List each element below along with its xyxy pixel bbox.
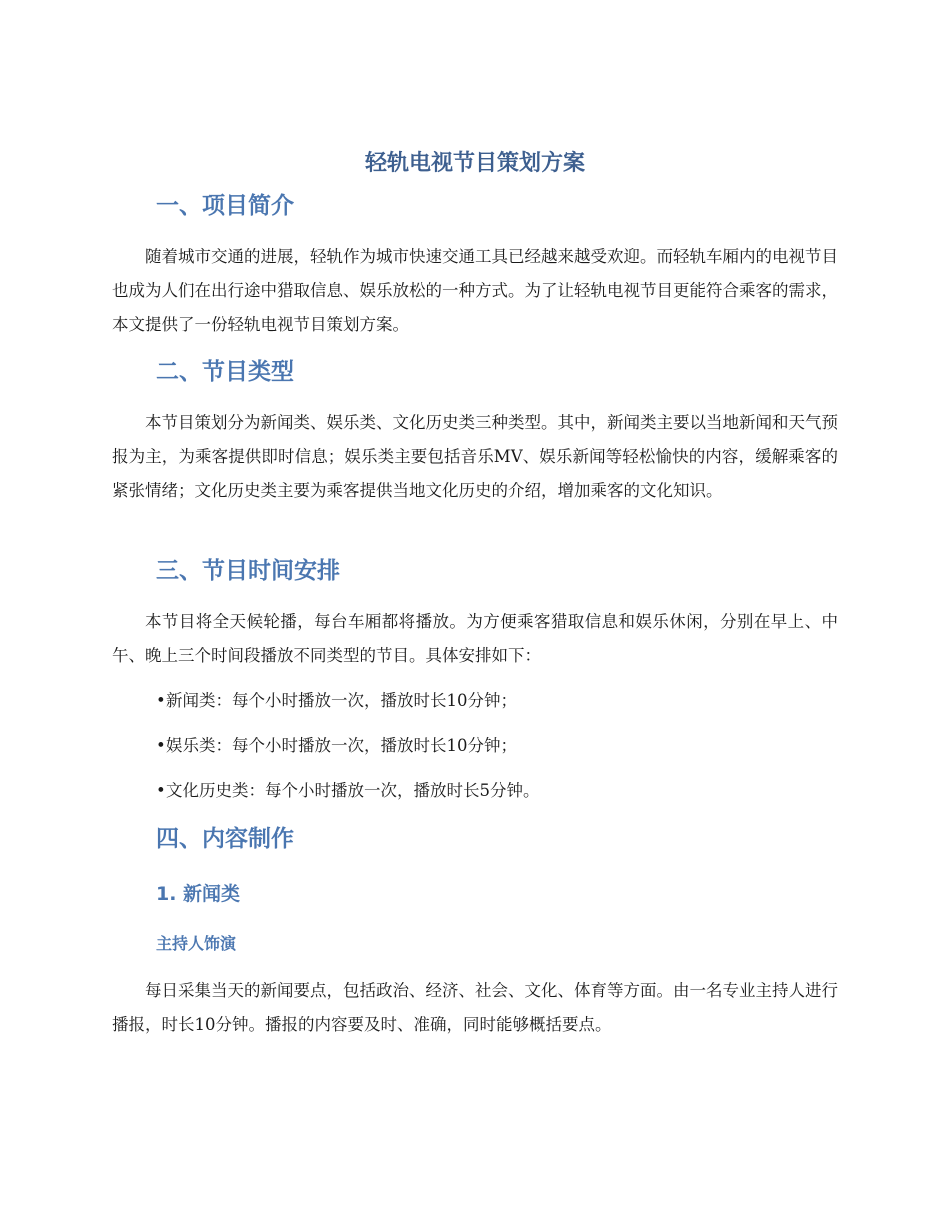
section-heading-types: 二、节目类型 <box>156 359 294 385</box>
document-title: 轻轨电视节目策划方案 <box>364 151 585 176</box>
subsubsection-heading-host: 主持人饰演 <box>156 934 237 953</box>
subsection-heading-news: 1. 新闻类 <box>156 883 241 905</box>
section-paragraph-types: 本节目策划分为新闻类、娱乐类、文化历史类三种类型。其中，新闻类主要以当地新闻和天气预报为主，为乘客提供即时信息；娱乐类主要包括音乐MV、娱乐新闻等轻松愉快的内容，缓解乘客的紧张情绪；文化历史类主要为乘客提供当地文化历史的介绍，增加乘客的文化知识。 <box>112 413 838 500</box>
section-paragraph-intro: 随着城市交通的进展，轻轨作为城市快速交通工具已经越来越受欢迎。而轻轨车厢内的电视节目也成为人们在出行途中猎取信息、娱乐放松的一种方式。为了让轻轨电视节目更能符合乘客的需求，本文提供了一份轻轨电视节目策划方案。 <box>112 247 838 334</box>
section-heading-schedule: 三、节目时间安排 <box>156 558 340 584</box>
list-item-text: 新闻类：每个小时播放一次，播放时长10分钟； <box>166 691 517 710</box>
list-item-text: 娱乐类：每个小时播放一次，播放时长10分钟； <box>166 736 517 755</box>
section-paragraph-schedule: 本节目将全天候轮播，每台车厢都将播放。为方便乘客猎取信息和娱乐休闲，分别在早上、中午、晚上三个时间段播放不同类型的节目。具体安排如下： <box>112 612 838 665</box>
list-item <box>156 732 517 760</box>
section-heading-intro: 一、项目简介 <box>156 193 294 219</box>
bullet-icon: • <box>156 691 166 710</box>
section-heading-production: 四、内容制作 <box>156 826 294 852</box>
section-paragraph-production: 每日采集当天的新闻要点，包括政治、经济、社会、文化、体育等方面。由一名专业主持人进行播报，时长10分钟。播报的内容要及时、准确，同时能够概括要点。 <box>112 981 838 1034</box>
bullet-icon: • <box>156 781 166 800</box>
bullet-icon: • <box>156 736 166 755</box>
list-item <box>156 687 517 715</box>
list-item <box>156 777 540 805</box>
list-item-text: 文化历史类：每个小时播放一次，播放时长5分钟。 <box>166 781 540 800</box>
